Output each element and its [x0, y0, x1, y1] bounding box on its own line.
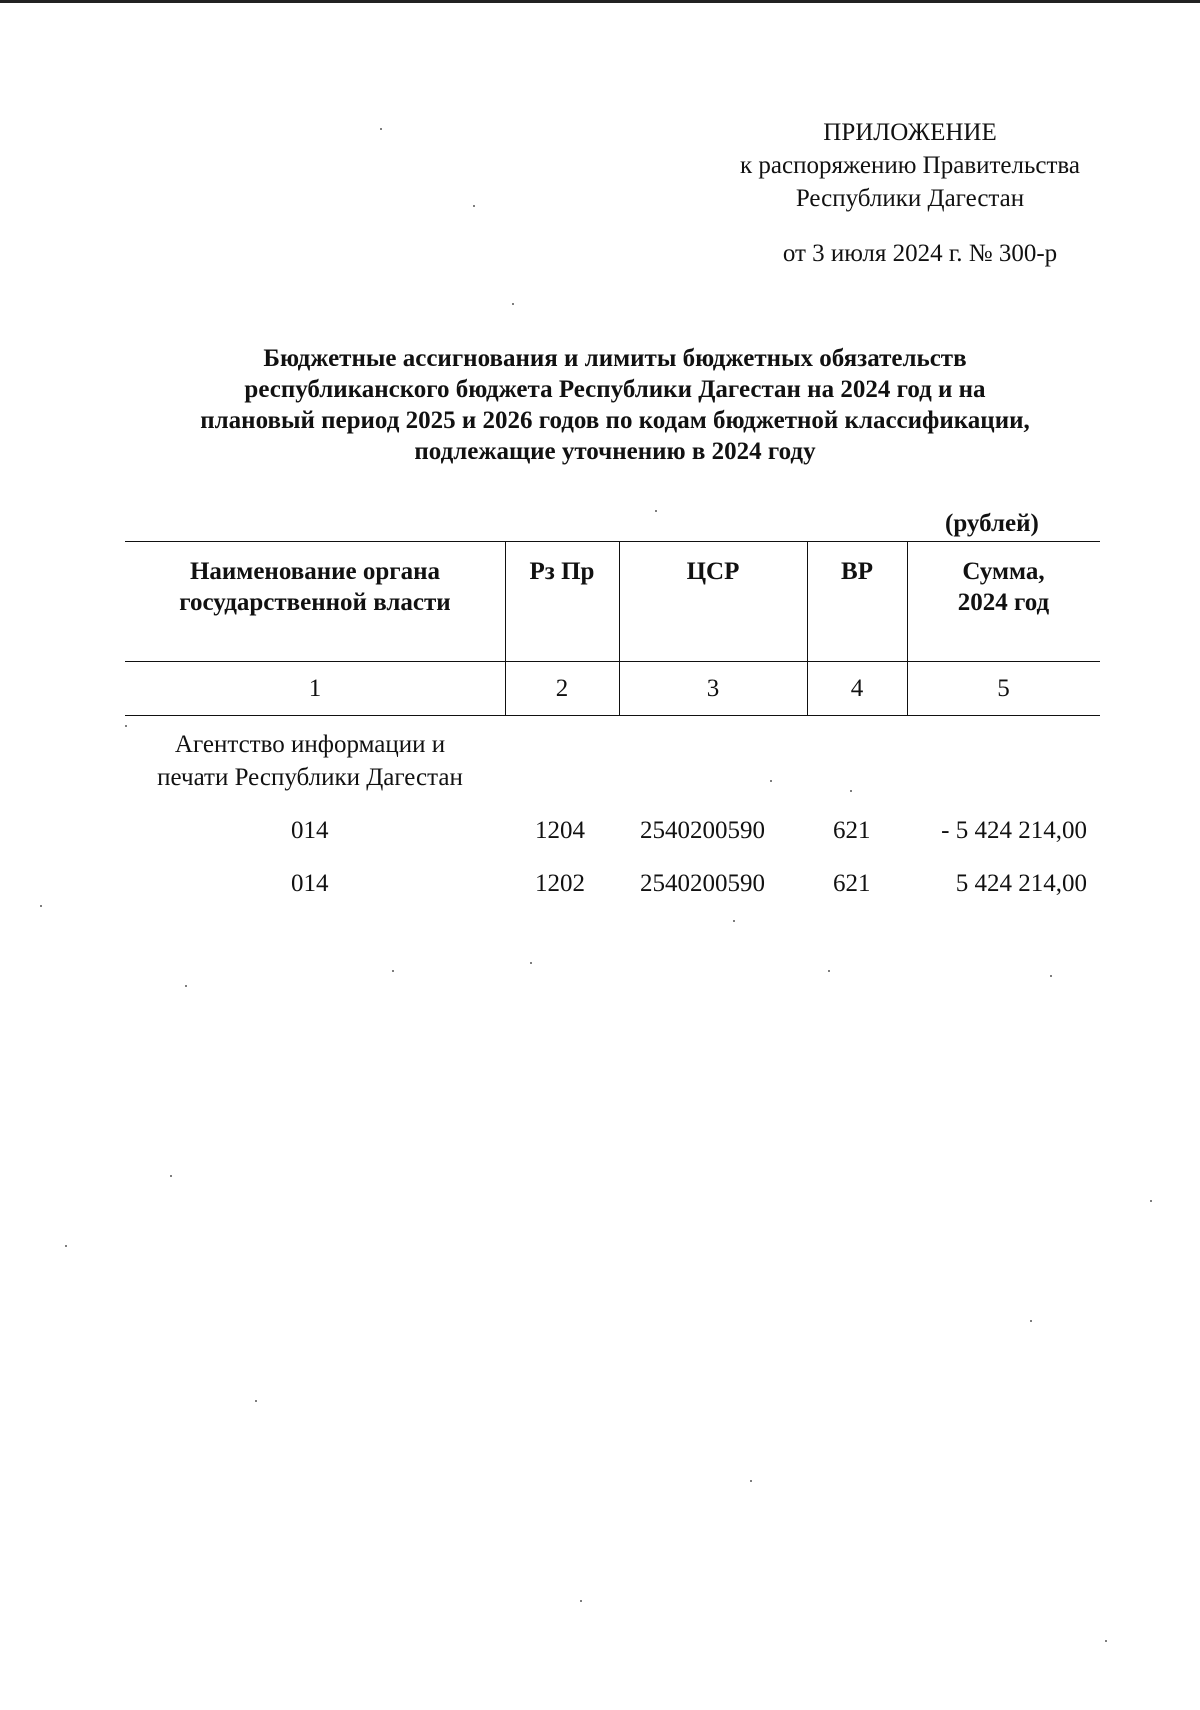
- appendix-block: [690, 116, 1130, 270]
- scan-speck: [392, 970, 394, 972]
- appendix-date: от 3 июля 2024 г. № 300-р: [782, 240, 1058, 267]
- title-line-3: плановый период 2025 и 2026 годов по кодам бюджетной классификации,: [200, 407, 1030, 434]
- scan-speck: [125, 725, 127, 727]
- title-line-2: республиканского бюджета Республики Дагестан на 2024 год и на: [244, 376, 986, 403]
- appendix-line-2: Республики Дагестан: [795, 185, 1025, 212]
- scan-speck: [580, 1600, 582, 1602]
- table-row: [0, 814, 1200, 848]
- scan-speck: [255, 1400, 257, 1402]
- numbers-bottom-border: [125, 715, 1100, 716]
- scan-speck: [655, 510, 657, 512]
- header-csr: ЦСР: [686, 558, 740, 585]
- header-vr: ВР: [841, 558, 873, 585]
- row-csr: 2540200590: [640, 817, 765, 844]
- scan-speck: [40, 905, 42, 907]
- scan-speck: [512, 303, 514, 305]
- row-vr: 621: [833, 817, 871, 844]
- header-name: [125, 556, 505, 618]
- scan-speck: [185, 985, 187, 987]
- scan-speck: [530, 962, 532, 964]
- header-sum-line-1: Сумма,: [962, 558, 1045, 585]
- row-vr: 621: [833, 870, 871, 897]
- scan-speck: [750, 1480, 752, 1482]
- header-name-line-2: государственной власти: [179, 589, 451, 616]
- scan-speck: [473, 205, 475, 207]
- scan-speck: [850, 790, 852, 792]
- appendix-line-1: к распоряжению Правительства: [739, 152, 1080, 179]
- page-top-edge: [0, 0, 1200, 3]
- scan-speck: [1105, 1640, 1107, 1642]
- scan-speck: [1150, 1200, 1152, 1202]
- row-rzpr: 1202: [535, 870, 585, 897]
- column-number-2: 2: [555, 675, 569, 702]
- row-sum: - 5 424 214,00: [941, 817, 1087, 844]
- agency-name-line-1: Агентство информации и: [174, 731, 446, 758]
- row-sum: 5 424 214,00: [955, 870, 1087, 897]
- scan-speck: [170, 1175, 172, 1177]
- scan-speck: [733, 920, 735, 922]
- agency-name: [125, 728, 495, 794]
- row-code: 014: [291, 817, 329, 844]
- column-number-4: 4: [850, 675, 864, 702]
- header-sum: [907, 556, 1100, 618]
- currency-unit: (рублей): [945, 510, 1039, 537]
- title-line-1: Бюджетные ассигнования и лимиты бюджетных обязательств: [263, 345, 967, 372]
- row-csr: 2540200590: [640, 870, 765, 897]
- table-row: [0, 867, 1200, 901]
- scan-speck: [828, 970, 830, 972]
- agency-name-line-2: печати Республики Дагестан: [157, 764, 463, 791]
- header-rzpr: Рз Пр: [529, 558, 595, 585]
- scan-speck: [770, 780, 772, 782]
- table-top-border: [125, 541, 1100, 542]
- column-number-3: 3: [706, 675, 720, 702]
- header-name-line-1: Наименование органа: [189, 558, 441, 585]
- appendix-heading: ПРИЛОЖЕНИЕ: [823, 119, 997, 146]
- row-code: 014: [291, 870, 329, 897]
- scan-speck: [1050, 975, 1052, 977]
- document-title: [100, 343, 1130, 467]
- title-line-4: подлежащие уточнению в 2024 году: [414, 438, 816, 465]
- header-bottom-border: [125, 661, 1100, 662]
- column-number-1: 1: [308, 675, 322, 702]
- column-number-5: 5: [997, 675, 1010, 702]
- header-sum-line-2: 2024 год: [957, 589, 1050, 616]
- scan-speck: [380, 128, 382, 130]
- row-rzpr: 1204: [535, 817, 585, 844]
- scan-speck: [1030, 1320, 1032, 1322]
- scan-speck: [65, 1245, 67, 1247]
